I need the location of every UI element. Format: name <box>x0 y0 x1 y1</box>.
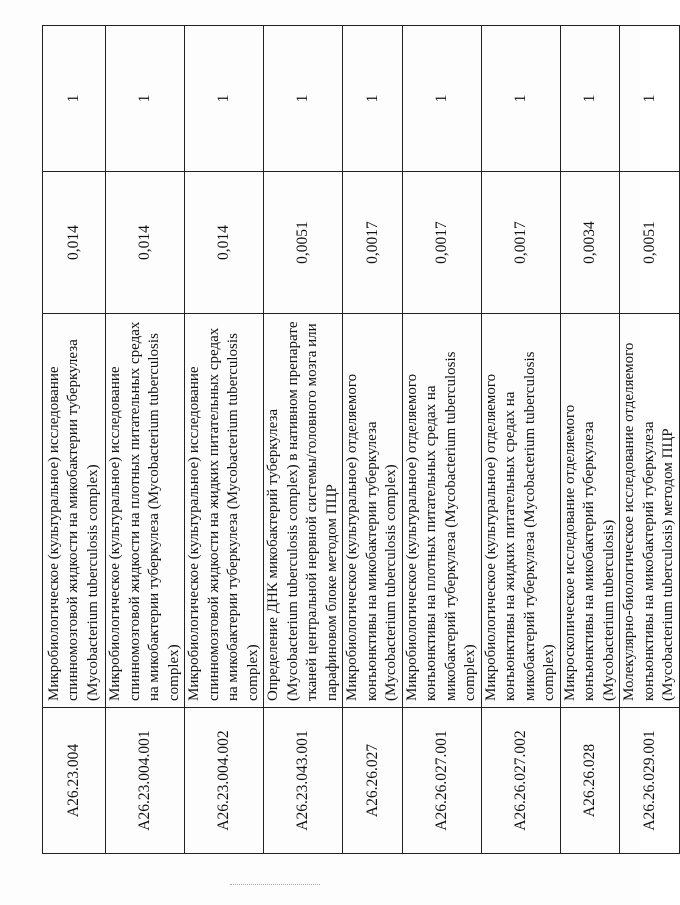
service-name: Микробиологическое (культуральное) исследование спинномозговой жидкости на плотных питательных средах на микобактерии туберкулеза (Mycobacterium tuberculosis complex) <box>106 314 185 708</box>
multiplicity-value: 1 <box>402 26 481 172</box>
service-code: A26.23.004.002 <box>185 708 264 854</box>
service-code: A26.26.028 <box>560 708 620 854</box>
frequency-value: 0,0017 <box>481 172 560 314</box>
service-name: Микробиологическое (культуральное) отделяемого конъюнктивы на микобактерии туберкулеза (Mycobacterium tuberculosis complex) <box>343 314 403 708</box>
service-code: A26.26.029.001 <box>620 708 680 854</box>
service-name: Молекулярно-биологическое исследование отделяемого конъюнктивы на микобактерий туберкулеза (Mycobacterium tuberculosis) методом ПЦР <box>620 314 680 708</box>
service-name: Микробиологическое (культуральное) отделяемого конъюнктивы на жидких питательных средах на микобактерий туберкулеза (Mycobacterium tuberculosis complex) <box>481 314 560 708</box>
multiplicity-value: 1 <box>481 26 560 172</box>
service-code: A26.23.004.001 <box>106 708 185 854</box>
table-row <box>343 26 403 854</box>
multiplicity-value: 1 <box>343 26 403 172</box>
table-row <box>560 26 620 854</box>
service-code: A26.23.043.001 <box>264 708 343 854</box>
scan-artifact-line <box>230 884 320 885</box>
frequency-value: 0,0051 <box>264 172 343 314</box>
service-name: Микробиологическое (культуральное) отделяемого конъюнктивы на плотных питательных средах на микобактерий туберкулеза (Mycobacterium tuberculosis complex) <box>402 314 481 708</box>
service-name: Микробиологическое (культуральное) исследование спинномозговой жидкости на жидких питательных средах на микобактерии туберкулеза (Mycobacterium tuberculosis complex) <box>185 314 264 708</box>
multiplicity-value: 1 <box>620 26 680 172</box>
frequency-value: 0,0051 <box>620 172 680 314</box>
multiplicity-value: 1 <box>264 26 343 172</box>
service-code: A26.26.027 <box>343 708 403 854</box>
service-name: Микробиологическое (культуральное) исследование спинномозговой жидкости на микобактерии туберкулеза (Mycobacterium tuberculosis complex) <box>43 314 106 708</box>
table-row <box>185 26 264 854</box>
frequency-value: 0,014 <box>185 172 264 314</box>
service-code: A26.23.004 <box>43 708 106 854</box>
multiplicity-value: 1 <box>106 26 185 172</box>
services-table <box>42 25 680 854</box>
table-row <box>264 26 343 854</box>
rotated-table-container <box>42 26 676 854</box>
frequency-value: 0,0017 <box>343 172 403 314</box>
table-row <box>106 26 185 854</box>
service-code: A26.26.027.001 <box>402 708 481 854</box>
table-row <box>43 26 106 854</box>
service-name: Микроскопическое исследование отделяемого конъюнктивы на микобактерий туберкулеза (Mycobacterium tuberculosis) <box>560 314 620 708</box>
table-row <box>620 26 680 854</box>
frequency-value: 0,0017 <box>402 172 481 314</box>
frequency-value: 0,014 <box>106 172 185 314</box>
table-row <box>481 26 560 854</box>
service-code: A26.26.027.002 <box>481 708 560 854</box>
table-row <box>402 26 481 854</box>
frequency-value: 0,014 <box>43 172 106 314</box>
frequency-value: 0,0034 <box>560 172 620 314</box>
service-name: Определение ДНК микобактерий туберкулеза (Mycobacterium tuberculosis complex) в нативном препарате тканей центральной нервной системы/головного мозга или парафиновом блоке методом ПЦР <box>264 314 343 708</box>
multiplicity-value: 1 <box>185 26 264 172</box>
multiplicity-value: 1 <box>43 26 106 172</box>
multiplicity-value: 1 <box>560 26 620 172</box>
